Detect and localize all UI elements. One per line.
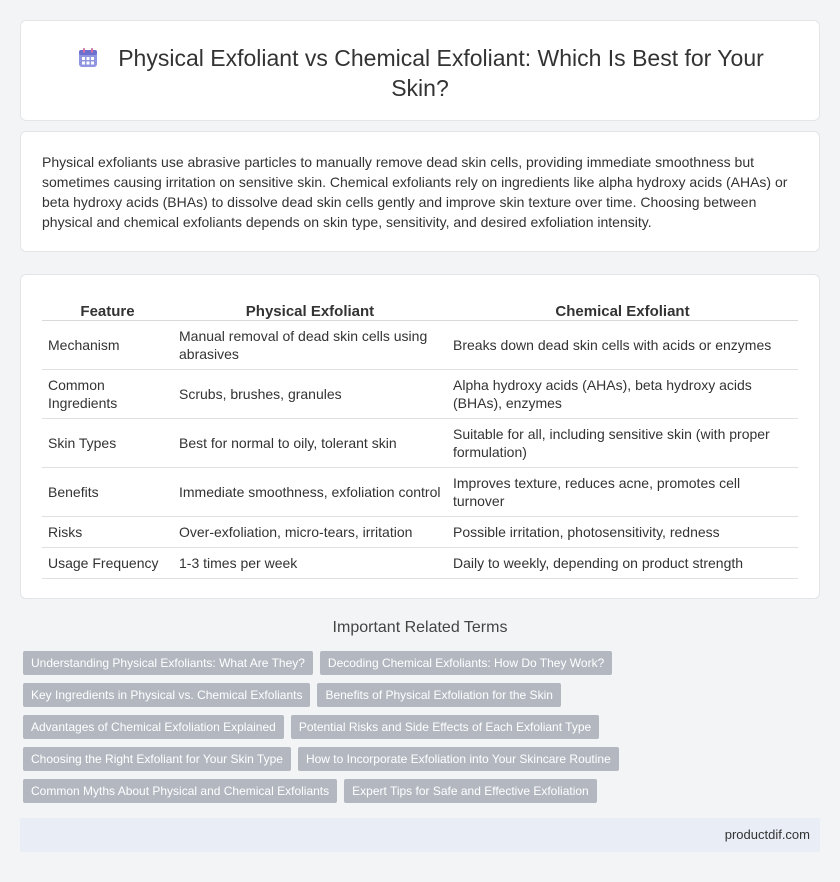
calendar-icon <box>76 46 100 70</box>
table-row <box>42 547 798 578</box>
table-row <box>42 369 798 418</box>
table-cell: Common Ingredients <box>42 369 173 418</box>
related-tag[interactable]: Key Ingredients in Physical vs. Chemical Exfoliants <box>23 683 310 707</box>
table-cell: Possible irritation, photosensitivity, redness <box>447 516 798 547</box>
table-row <box>42 418 798 467</box>
table-cell: Immediate smoothness, exfoliation control <box>173 467 447 516</box>
table-cell: Over-exfoliation, micro-tears, irritation <box>173 516 447 547</box>
header-feature: Feature <box>42 295 173 320</box>
related-tag[interactable]: Common Myths About Physical and Chemical Exfoliants <box>23 779 337 803</box>
header-physical: Physical Exfoliant <box>173 295 447 320</box>
related-tag[interactable]: Potential Risks and Side Effects of Each Exfoliant Type <box>291 715 599 739</box>
table-cell: Manual removal of dead skin cells using abrasives <box>173 320 447 369</box>
related-tag[interactable]: Understanding Physical Exfoliants: What Are They? <box>23 651 313 675</box>
table-header-row <box>42 295 798 320</box>
header-chemical: Chemical Exfoliant <box>447 295 798 320</box>
intro-paragraph: Physical exfoliants use abrasive particles to manually remove dead skin cells, providing immediate smoothness but sometimes causing irritation on sensitive skin. Chemical exfoliants rely on ingredients like alpha hydroxy acids (AHAs) or beta hydroxy acids (BHAs) to dissolve dead skin cells gently and improve skin texture over time. Choosing between physical and chemical exfoliants depends on skin type, sensitivity, and desired exfoliation intensity. <box>42 154 788 230</box>
table-cell: Suitable for all, including sensitive skin (with proper formulation) <box>447 418 798 467</box>
header-card <box>20 20 820 121</box>
related-tag[interactable]: Choosing the Right Exfoliant for Your Skin Type <box>23 747 291 771</box>
comparison-table <box>42 295 798 579</box>
table-cell: Skin Types <box>42 418 173 467</box>
related-tag[interactable]: Advantages of Chemical Exfoliation Explained <box>23 715 284 739</box>
table-cell: Alpha hydroxy acids (AHAs), beta hydroxy acids (BHAs), enzymes <box>447 369 798 418</box>
related-tag[interactable]: Benefits of Physical Exfoliation for the Skin <box>317 683 560 707</box>
table-cell: Breaks down dead skin cells with acids or enzymes <box>447 320 798 369</box>
table-cell: Scrubs, brushes, granules <box>173 369 447 418</box>
page-title: Physical Exfoliant vs Chemical Exfoliant: Which Is Best for Your Skin? <box>118 45 764 101</box>
intro-card <box>20 131 820 252</box>
table-cell: Benefits <box>42 467 173 516</box>
table-cell: Improves texture, reduces acne, promotes cell turnover <box>447 467 798 516</box>
page-title-wrap <box>61 43 779 103</box>
related-tag[interactable]: Expert Tips for Safe and Effective Exfoliation <box>344 779 597 803</box>
related-tag[interactable]: Decoding Chemical Exfoliants: How Do They Work? <box>320 651 612 675</box>
footer-site-link[interactable]: productdif.com <box>724 827 810 842</box>
table-cell: Best for normal to oily, tolerant skin <box>173 418 447 467</box>
table-cell: 1-3 times per week <box>173 547 447 578</box>
footer <box>20 818 820 852</box>
related-terms-title: Important Related Terms <box>332 619 508 636</box>
table-cell: Daily to weekly, depending on product strength <box>447 547 798 578</box>
table-row <box>42 320 798 369</box>
table-row <box>42 467 798 516</box>
related-terms-list <box>23 651 823 811</box>
table-cell: Mechanism <box>42 320 173 369</box>
table-cell: Usage Frequency <box>42 547 173 578</box>
table-cell: Risks <box>42 516 173 547</box>
table-row <box>42 516 798 547</box>
related-tag[interactable]: How to Incorporate Exfoliation into Your Skincare Routine <box>298 747 619 771</box>
comparison-table-card <box>20 274 820 599</box>
